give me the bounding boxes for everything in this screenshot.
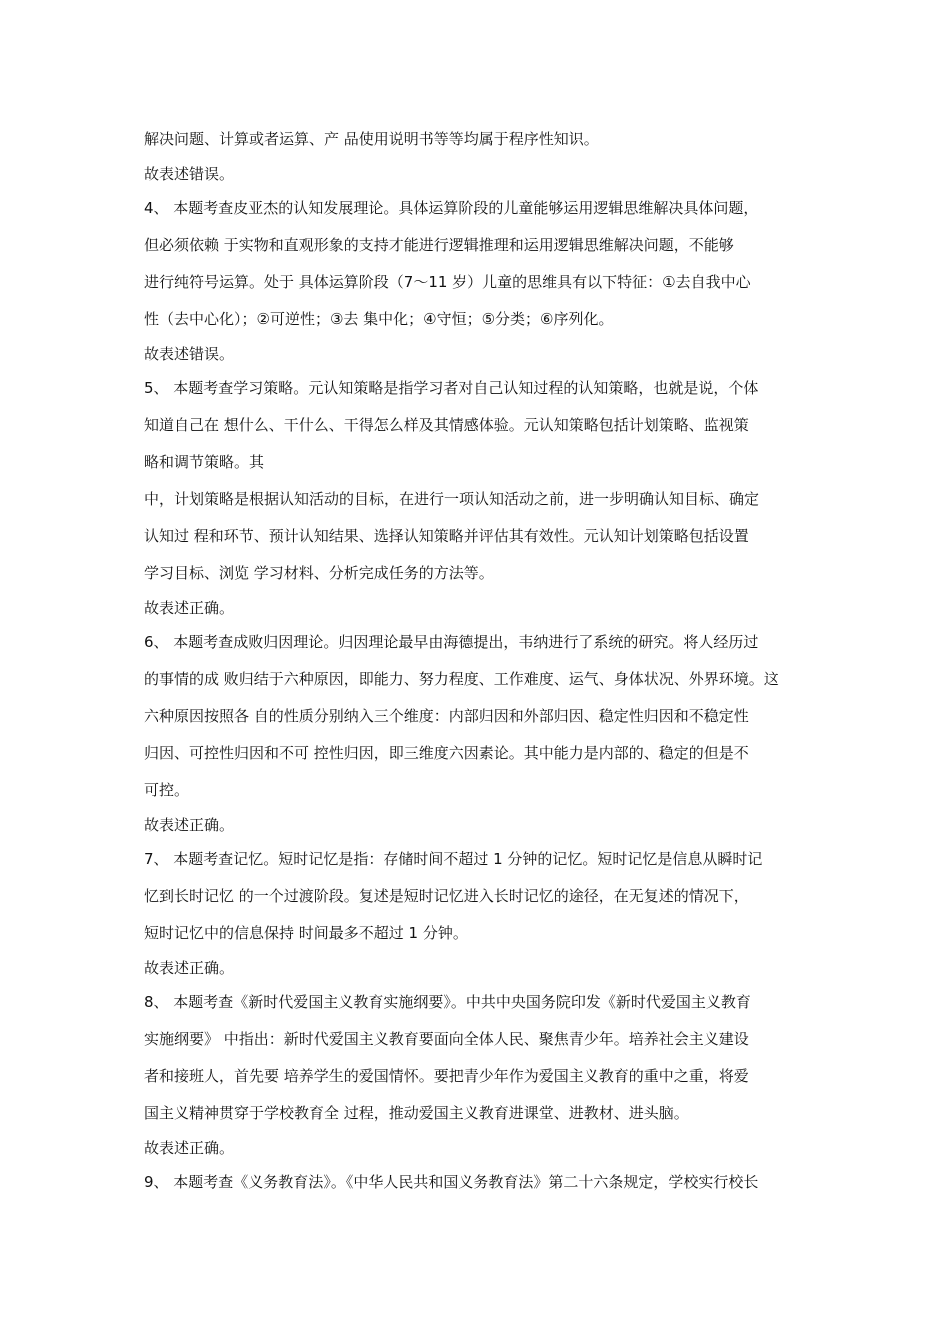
conclusion-line: 故表述错误。 (144, 345, 235, 363)
paragraph-line: 进行纯符号运算。处于 具体运算阶段（7～11 岁）儿童的思维具有以下特征：①去自我中心 (144, 273, 751, 291)
answer-item-7 (144, 841, 820, 984)
answer-item-8 (144, 984, 820, 1164)
paragraph-line: 解决问题、计算或者运算、产 品使用说明书等等均属于程序性知识。 (144, 130, 599, 148)
conclusion-line: 故表述错误。 (144, 165, 235, 183)
answer-item-4 (144, 190, 820, 370)
paragraph-line: 归因、可控性归因和不可 控性归因，即三维度六因素论。其中能力是内部的、稳定的但是不 (144, 744, 749, 762)
conclusion-line: 故表述正确。 (144, 816, 235, 834)
paragraph-line: 6、 本题考查成败归因理论。归因理论最早由海德提出，韦纳进行了系统的研究。将人经历过 (144, 633, 759, 651)
answer-item-9 (144, 1164, 820, 1201)
answer-item-5 (144, 370, 820, 624)
paragraph-line: 略和调节策略。其 (144, 453, 265, 471)
paragraph-line: 学习目标、浏览 学习材料、分析完成任务的方法等。 (144, 564, 494, 582)
paragraph-line: 7、 本题考查记忆。短时记忆是指：存储时间不超过 1 分钟的记忆。短时记忆是信息从瞬时记 (144, 850, 763, 868)
paragraph-line: 9、 本题考查《义务教育法》。《中华人民共和国义务教育法》第二十六条规定，学校实行校长 (144, 1173, 759, 1191)
conclusion-line: 故表述正确。 (144, 599, 235, 617)
paragraph-line: 者和接班人，首先要 培养学生的爱国情怀。要把青少年作为爱国主义教育的重中之重，将爱 (144, 1067, 749, 1085)
intro-paragraph (144, 121, 820, 190)
conclusion-line: 故表述正确。 (144, 959, 235, 977)
conclusion-line: 故表述正确。 (144, 1139, 235, 1157)
answer-item-6 (144, 624, 820, 841)
paragraph-line: 5、 本题考查学习策略。元认知策略是指学习者对自己认知过程的认知策略，也就是说，个体 (144, 379, 759, 397)
paragraph-line: 的事情的成 败归结于六种原因，即能力、努力程度、工作难度、运气、身体状况、外界环境。这 (144, 670, 779, 688)
paragraph-line: 认知过 程和环节、预计认知结果、选择认知策略并评估其有效性。元认知计划策略包括设置 (144, 527, 749, 545)
paragraph-line: 短时记忆中的信息保持 时间最多不超过 1 分钟。 (144, 924, 468, 942)
paragraph-line: 4、 本题考查皮亚杰的认知发展理论。具体运算阶段的儿童能够运用逻辑思维解决具体问题， (144, 199, 759, 217)
paragraph-line: 性（去中心化）；②可逆性；③去 集中化；④守恒；⑤分类；⑥序列化。 (144, 310, 614, 328)
paragraph-line: 8、 本题考查《新时代爱国主义教育实施纲要》。中共中央国务院印发《新时代爱国主义教育 (144, 993, 751, 1011)
paragraph-line: 但必须依赖 于实物和直观形象的支持才能进行逻辑推理和运用逻辑思维解决问题，不能够 (144, 236, 734, 254)
paragraph-line: 知道自己在 想什么、干什么、干得怎么样及其情感体验。元认知策略包括计划策略、监视策 (144, 416, 749, 434)
paragraph-line: 六种原因按照各 自的性质分别纳入三个维度：内部归因和外部归因、稳定性归因和不稳定性 (144, 707, 749, 725)
paragraph-line: 中，计划策略是根据认知活动的目标，在进行一项认知活动之前，进一步明确认知目标、确定 (144, 490, 760, 508)
paragraph-line: 忆到长时记忆 的一个过渡阶段。复述是短时记忆进入长时记忆的途径，在无复述的情况下， (144, 887, 749, 905)
paragraph-line: 国主义精神贯穿于学校教育全 过程，推动爱国主义教育进课堂、进教材、进头脑。 (144, 1104, 689, 1122)
paragraph-line: 实施纲要》 中指出：新时代爱国主义教育要面向全体人民、聚焦青少年。培养社会主义建设 (144, 1030, 749, 1048)
paragraph-line: 可控。 (144, 781, 190, 799)
